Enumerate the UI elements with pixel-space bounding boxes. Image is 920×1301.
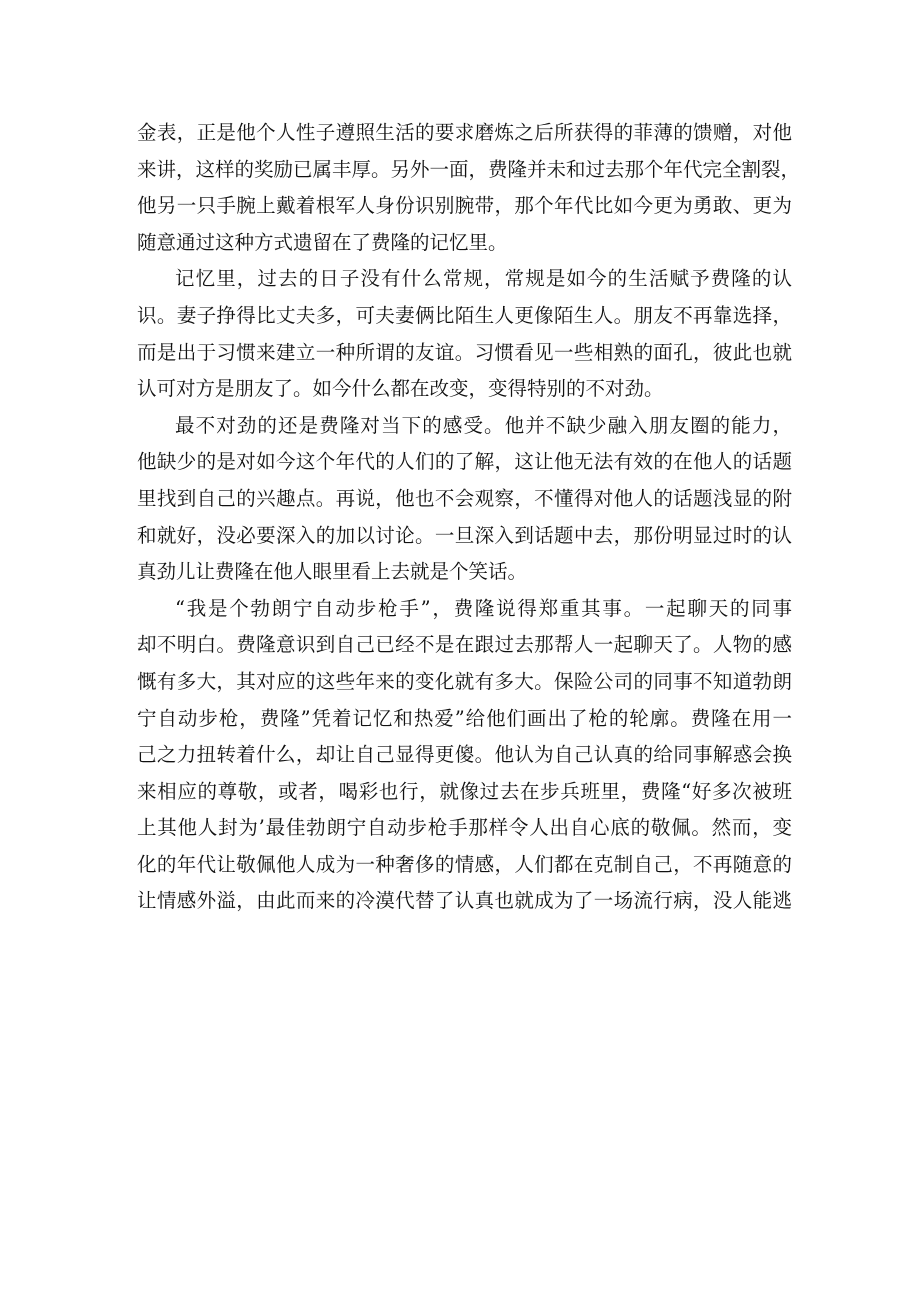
paragraph-1-line-2: 来讲，这样的奖励已属丰厚。另外一面，费隆并未和过去那个年代完全割裂， bbox=[137, 157, 801, 181]
paragraph-1-line-3: 他另一只手腕上戴着根军人身份识别腕带，那个年代比如今更为勇敢、更为 bbox=[137, 194, 792, 218]
paragraph-4-line-2: 却不明白。费隆意识到自己已经不是在跟过去那帮人一起聊天了。人物的感 bbox=[137, 633, 792, 657]
paragraph-2-line-1: 记忆里，过去的日子没有什么常规，常规是如今的生活赋予费隆的认 bbox=[175, 267, 792, 291]
paragraph-2-line-3: 而是出于习惯来建立一种所谓的友谊。习惯看见一些相熟的面孔，彼此也就 bbox=[137, 340, 792, 364]
paragraph-1-line-1: 金表，正是他个人性子遵照生活的要求磨炼之后所获得的菲薄的馈赠，对他 bbox=[137, 121, 792, 144]
paragraph-3-line-5: 真劲儿让费隆在他人眼里看上去就是个笑话。 bbox=[137, 560, 528, 584]
paragraph-4-line-5: 己之力扭转着什么，却让自己显得更傻。他认为自己认真的给同事解惑会换 bbox=[137, 743, 792, 767]
body-text bbox=[137, 115, 801, 920]
paragraph-4-line-9: 让情感外溢，由此而来的冷漠代替了认真也就成为了一场流行病，没人能逃 bbox=[137, 889, 792, 913]
paragraph-4-line-6: 来相应的尊敬，或者，喝彩也行，就像过去在步兵班里，费隆“好多次被班 bbox=[137, 779, 792, 803]
paragraph-2-line-2: 识。妻子挣得比丈夫多，可夫妻俩比陌生人更像陌生人。朋友不再靠选择， bbox=[137, 303, 792, 327]
paragraph-3-line-2: 他缺少的是对如今这个年代的人们的了解，这让他无法有效的在他人的话题 bbox=[137, 450, 792, 474]
paragraph-4-line-7: 上其他人封为’最佳勃朗宁自动步枪手那样令人出自心底的敬佩。然而，变 bbox=[137, 816, 792, 840]
paragraph-4-line-8: 化的年代让敬佩他人成为一种奢侈的情感，人们都在克制自己，不再随意的 bbox=[137, 852, 792, 876]
paragraph-3-line-3: 里找到自己的兴趣点。再说，他也不会观察，不懂得对他人的话题浅显的附 bbox=[137, 486, 792, 510]
paragraph-1-line-4: 随意通过这种方式遗留在了费隆的记忆里。 bbox=[137, 230, 508, 254]
paragraph-4-line-4: 宁自动步枪，费隆”凭着记忆和热爱”给他们画出了枪的轮廓。费隆在用一 bbox=[137, 706, 792, 730]
paragraph-3-line-1: 最不对劲的还是费隆对当下的感受。他并不缺少融入朋友圈的能力， bbox=[175, 413, 792, 437]
paragraph-3-line-4: 和就好，没必要深入的加以讨论。一旦深入到话题中去，那份明显过时的认 bbox=[137, 523, 792, 547]
paragraph-2-line-4: 认可对方是朋友了。如今什么都在改变，变得特别的不对劲。 bbox=[137, 377, 664, 401]
paragraph-4-line-3: 慨有多大，其对应的这些年来的变化就有多大。保险公司的同事不知道勃朗 bbox=[137, 669, 792, 693]
paragraph-4-line-1: “我是个勃朗宁自动步枪手”，费隆说得郑重其事。一起聊天的同事 bbox=[175, 596, 792, 620]
